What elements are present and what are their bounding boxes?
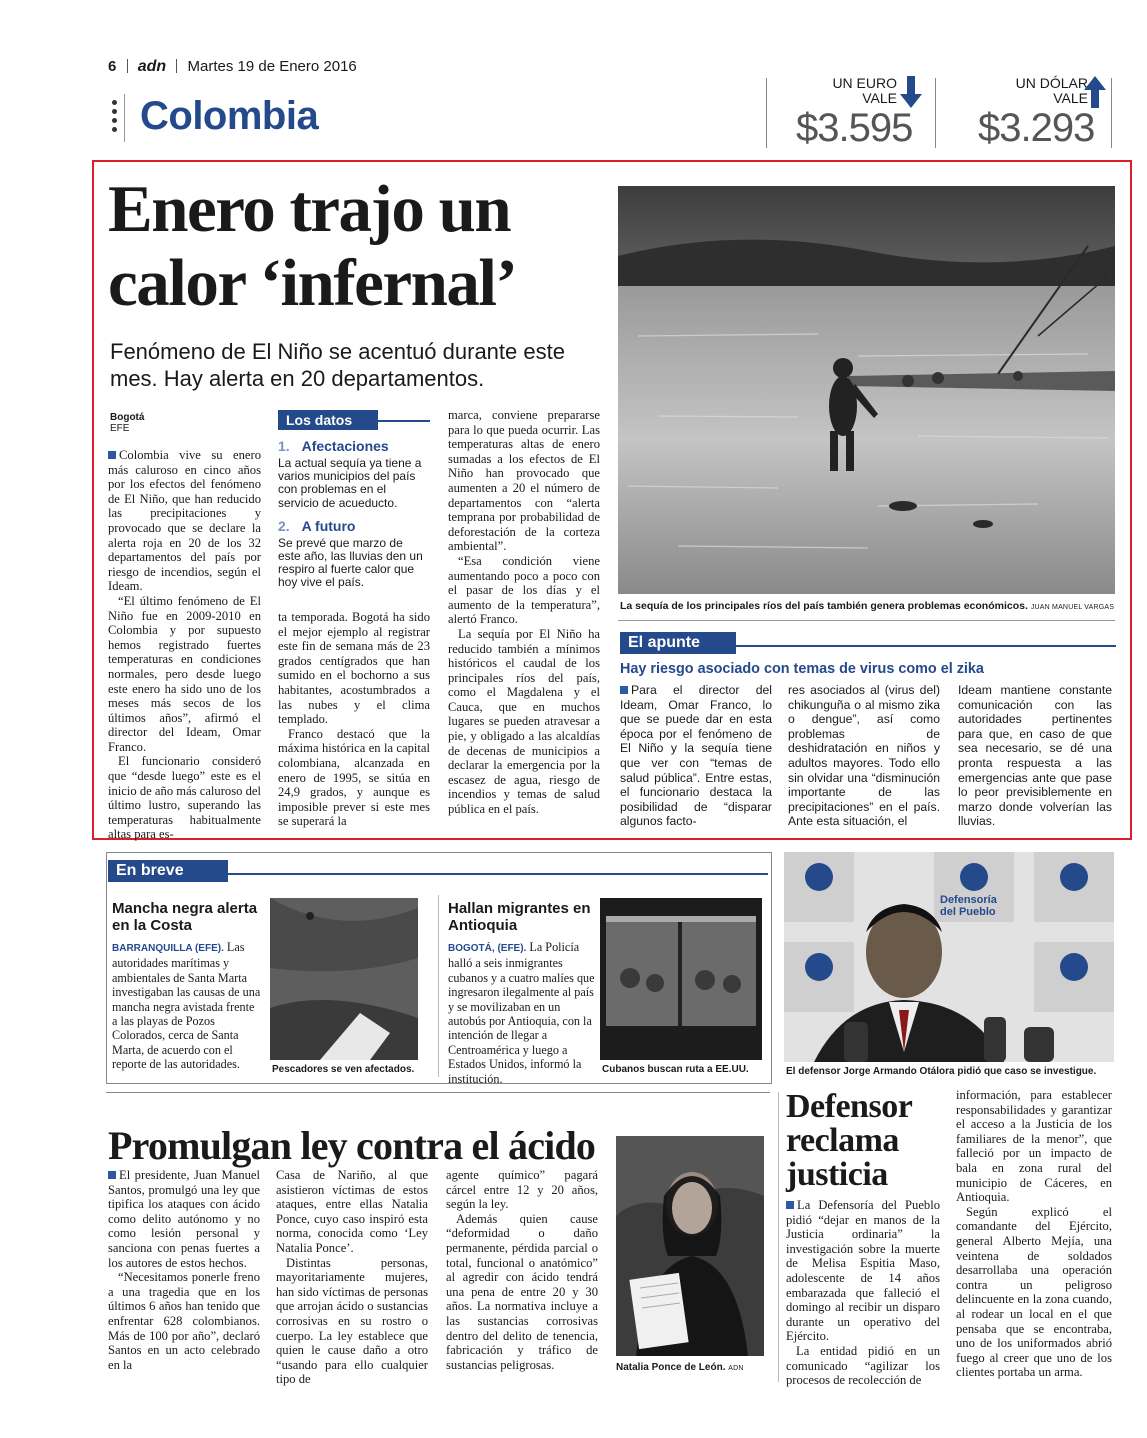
folio-bar: [108, 58, 568, 80]
breve1-text: BARRANQUILLA (EFE). Las autoridades marítimas y ambientales de Santa Marta investigaban las causas de una mancha negra avistada frente a las playas de Pozos Colorados, cerca de Santa Marta, de acuerdo con el reporte de las autoridades.: [112, 940, 261, 1072]
dollar-label: UN DÓLAR VALE: [1015, 75, 1088, 106]
defensoria-logo-text: Defensoría del Pueblo: [940, 894, 997, 918]
page-number: 6: [108, 58, 117, 75]
lead-col-3: marca, conviene prepararse para lo que pueda ocurrir. Las temperaturas altas de enero sumadas a los efectos de El Niño han provocado que aumenten a 20 el número de departamentos con “alerta temprana por probabilidad de deforestación de la corteza ambiental”. “Esa condición viene aumentando poco a poco con el pasar de los días y el aumento de la temperatura”, alertó Franco. La sequía por El Niño ha reducido también a mínimos históricos el caudal de los principales ríos del país, como el Magdalena y el Cauca, que en muchos lugares se pueden atravesar a pie, y obligado a las alcaldías de decenas de municipios a declarar la emergencia por la escasez de agua, riesgo de incendios y temas de salud pública en el país.: [448, 408, 600, 817]
caption-rule: [618, 620, 1115, 621]
lead-col-2: ta temporada. Bogotá ha sido el mejor ejemplo al registrar este fin de semana más de 23 grados centígrados que han sumido en el bochorno a sus habitantes, acostumbrados a las nubes y el clima templado. Franco destacó que la máxima histórica en la capital colombiana, alcanzada en enero de 1995, se sitúa en 24,9 grados, y aunque es imposible prever si este mes se superará la: [278, 610, 430, 829]
euro-label: UN EURO VALE: [832, 75, 897, 106]
lead-col-1: Colombia vive su enero más caluroso en cinco años por los efectos del fenómeno de El Niño, que han reducido las precipitaciones y provocado que se declare la alerta roja en 20 de los 32 departamentos del país por riesgo de incendios, según el Ideam. “El último fenómeno de El Niño fue en 2009-2010 en Colombia y por supuesto hemos registrado fuertes temperaturas en condiciones normales, pero desde luego este enero ha sido uno de los meses más secos de los últimos años”, afirmó el director del Ideam, Omar Franco. El funcionario consideró que “desde luego” este es el inicio de año más caluroso del último lustro, superando las temperaturas habitualmente altas para es-: [108, 448, 261, 842]
lead-photo-caption: La sequía de los principales ríos del país también genera problemas económicos. JUAN MANUEL VARGAS: [620, 600, 1115, 612]
defensor-col-1: La Defensoría del Pueblo pidió “dejar en manos de la Justicia ordinaria” la investigación sobre la muerte de Melisa Espitia Maso, adolescente de 14 años embarazada que falleció el domingo al recibir un disparo durante un operativo del Ejército. La entidad pidió en un comunicado “agilizar los procesos de recolección de: [786, 1198, 940, 1388]
apunte-title: Hay riesgo asociado con temas de virus como el zika: [620, 661, 984, 677]
datos-title: Los datos: [278, 410, 378, 430]
apunte-col-3: Ideam mantiene constante comunicación con las autoridades pertinentes para que, en caso de que sea necesario, se dé una pronta respuesta a las emergencias ante que pase lo peor previsiblemente en marzo donde volverían las lluvias.: [958, 683, 1112, 829]
natalia-ponce-photo: [616, 1136, 764, 1356]
acido-headline: Promulgan ley contra el ácido: [108, 1123, 596, 1168]
section-divider: [124, 94, 125, 142]
en-breve-tag: En breve: [108, 860, 228, 882]
breve2-title: Hallan migrantes en Antioquia: [448, 900, 591, 934]
dollar-box: [950, 70, 1120, 150]
acido-col-2: Casa de Nariño, al que asistieron víctimas de estos ataques, entre ellas Natalia Ponce, cuyo caso inspiró esta norma, conocida como ‘Ley Natalia Ponce’. Distintas personas, mayoritariamente mujeres, han sido víctimas de personas que arrojan ácido o sustancias corrosivas en su rostro o cuerpo. La ley establece que quien le cause daño a otro “usando para ello cualquier tipo de: [276, 1168, 428, 1387]
section-title: Colombia: [140, 94, 319, 138]
arrow-down-icon: [900, 76, 922, 108]
breve2-caption: Cubanos buscan ruta a EE.UU.: [602, 1064, 749, 1075]
apunte-col-1: Para el director del Ideam, Omar Franco, lo que se puede dar en esta época por el fenómeno de El Niño y la sequía tiene que ver con “temas de salud pública”. Entre estas, el funcionario destaca la posibilidad de “disparar algunos facto-: [620, 683, 772, 829]
euro-box: [766, 70, 936, 150]
defensor-col-2: información, para establecer responsabilidades y garantizar el acceso a la Justicia de los familiares de la menor”, que falleció por un impacto de bala en zona rural del municipio de Cáceres, en Antioquia. Según explicó el comandante del Ejército, general Alberto Mejía, una veintena de soldados desarrollaba una operación contra un peligroso delincuente en la zona cuando, al rodear un local en el que pensaba que se encontraba, uno de los uniformados abrió fuego al creer que uno de los clientes portaba un arma.: [956, 1088, 1112, 1380]
datos-item2-title: A futuro: [301, 517, 356, 534]
apunte-tag: El apunte: [620, 632, 736, 654]
datos-box: Los datos 1. Afectaciones La actual sequía ya tiene a varios municipios del país con problemas en el servicio de acueducto. 2. A futuro Se prevé que marzo de este año, las lluvias den un respiro al fuerte calor que hoy vive el país.: [278, 410, 428, 600]
euro-value: $3.595: [796, 106, 913, 150]
river-scene-image: [618, 186, 1115, 594]
lead-photo-river: [618, 186, 1115, 594]
lead-byline: Bogotá EFE: [110, 412, 145, 434]
acido-col-3: agente químico” pagará cárcel entre 12 y 20 años, según la ley. Además quien cause “deformidad o daño permanente, pérdida parcial o total, funcional o anatómico” al agredir con ácido tendrá una pena de entre 20 y 30 años. La normativa incluye a las sustancias corrosivas dentro del delito de tenencia, fabricación y tráfico de sustancias peligrosas.: [446, 1168, 598, 1372]
brand-logo: adn: [137, 58, 167, 75]
datos-item2-text: Se prevé que marzo de este año, las lluvias den un respiro al fuerte calor que hoy vive el país.: [278, 535, 423, 590]
migrants-bus-photo: [600, 898, 762, 1060]
defensor-photo: [784, 852, 1114, 1062]
defensor-headline: Defensor reclama justicia: [786, 1088, 913, 1193]
breve2-text: BOGOTÁ, (EFE). La Policía halló a seis inmigrantes cubanos y a cuatro malíes que ingresaron ilegalmente al país y se movilizaban en un autobús por Antioquia, con la intención de llegar a Centroamérica y luego a Estados Unidos, informó la institución.: [448, 940, 595, 1086]
oil-spill-photo: [270, 898, 418, 1060]
lead-headline: Enero trajo un calor ‘infernal’: [108, 172, 517, 320]
section-dots: [112, 100, 117, 136]
natalia-caption: Natalia Ponce de León. ADN: [616, 1362, 744, 1373]
datos-item1-title: Afectaciones: [301, 438, 389, 454]
breve1-caption: Pescadores se ven afectados.: [272, 1064, 415, 1075]
defensor-photo-caption: El defensor Jorge Armando Otálora pidió que caso se investigue.: [786, 1066, 1097, 1077]
datos-item1-text: La actual sequía ya tiene a varios municipios del país con problemas en el servicio de acueducto.: [278, 456, 422, 510]
apunte-col-2: res asociados al (virus del) chikunguña o al mismo zika o dengue”, así como problemas de deshidratación en niños y adultos mayores. Todo ello sin olvidar una “disminución importante de las precipitaciones” en el país. Ante esta situación, el: [788, 683, 940, 829]
breve1-title: Mancha negra alerta en la Costa: [112, 900, 258, 934]
acido-col-1: El presidente, Juan Manuel Santos, promulgó una ley que tipifica los ataques con ácido como delito autónomo y no como lesión personal y sanciona con penas fuertes a los autores de estos hechos. “Necesitamos ponerle freno a una tragedia que en los últimos 6 años han tenido que enfrentar 628 colombianos. Más de 100 por año”, declaró Santos en un acto celebrado en la: [108, 1168, 260, 1372]
dollar-value: $3.293: [978, 106, 1095, 150]
lead-subhead: Fenómeno de El Niño se acentuó durante este mes. Hay alerta en 20 departamentos.: [110, 339, 565, 391]
issue-date: Martes 19 de Enero 2016: [187, 58, 357, 75]
arrow-up-icon: [1084, 76, 1106, 108]
photo-credit: JUAN MANUEL VARGAS: [1030, 604, 1115, 611]
